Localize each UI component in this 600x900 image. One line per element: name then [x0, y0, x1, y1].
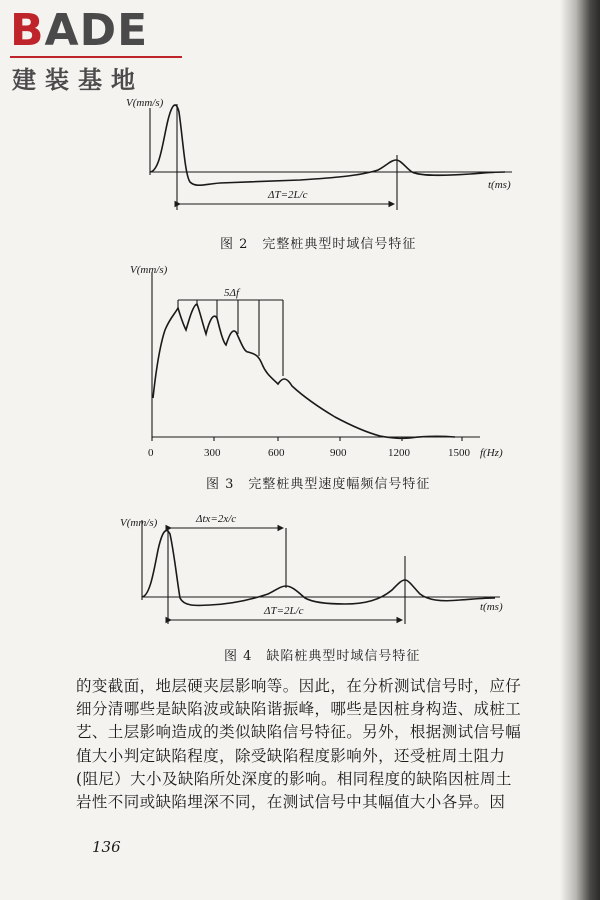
logo-letter-a: A [44, 5, 80, 56]
body-line-5: (阻尼）大小及缺陷所处深度的影响。相同程度的缺陷因桩周土 [76, 769, 512, 788]
figure-2 [150, 104, 512, 210]
body-line-6: 岩性不同或缺陷埋深不同，在测试信号中其幅值大小各异。因 [76, 793, 506, 812]
fig3-tick-label-0: 0 [148, 447, 154, 459]
figure-3 [152, 272, 480, 441]
fig2-signal-curve [150, 105, 505, 185]
fig3-spectrum-curve [153, 304, 455, 438]
fig4-signal-curve [142, 531, 495, 606]
logo-subtitle: 建装基地 [12, 66, 144, 94]
fig3-tick-label-1200: 1200 [388, 447, 410, 459]
fig3-tick-label-300: 300 [204, 447, 221, 459]
fig2-annotation: ΔT=2L/c [268, 189, 308, 201]
fig4-annotation-bottom: ΔT=2L/c [264, 605, 304, 617]
fig4-xlabel: t(ms) [480, 601, 503, 613]
fig3-ylabel: V(mm/s) [130, 264, 168, 276]
fig4-ylabel: V(mm/s) [120, 517, 158, 529]
body-line-2: 细分清哪些是缺陷波或缺陷谐振峰，哪些是因桩身构造、成桩工 [76, 700, 522, 719]
fig4-annotation-top: Δtx=2x/c [196, 513, 237, 525]
body-line-4: 值大小判定缺陷程度，除受缺陷程度影响外，还受桩周土阻力 [76, 746, 506, 765]
figure-4 [142, 520, 500, 624]
logo-letter-b: B [10, 5, 45, 56]
fig3-tick-label-600: 600 [268, 447, 285, 459]
page-number: 136 [92, 838, 121, 856]
body-line-1: 的变截面，地层硬夹层影响等。因此，在分析测试信号时，应仔 [76, 677, 522, 695]
body-paragraph [76, 675, 552, 814]
fig3-tick-label-900: 900 [330, 447, 347, 459]
fig3-annotation: 5Δf [224, 287, 240, 299]
fig2-xlabel: t(ms) [488, 179, 511, 191]
body-line-3: 艺、土层影响造成的类似缺陷信号特征。另外，根据测试信号幅 [76, 723, 522, 742]
fig4-caption: 图 4 缺陷桩典型时域信号特征 [224, 649, 421, 664]
fig3-xlabel: f(Hz) [480, 447, 503, 459]
fig3-tick-label-1500: 1500 [448, 447, 470, 459]
fig3-caption: 图 3 完整桩典型速度幅频信号特征 [206, 477, 431, 492]
fig2-caption: 图 2 完整桩典型时域信号特征 [220, 237, 417, 252]
fig2-ylabel: V(mm/s) [126, 97, 164, 109]
logo-letters-de: DE [79, 5, 149, 56]
